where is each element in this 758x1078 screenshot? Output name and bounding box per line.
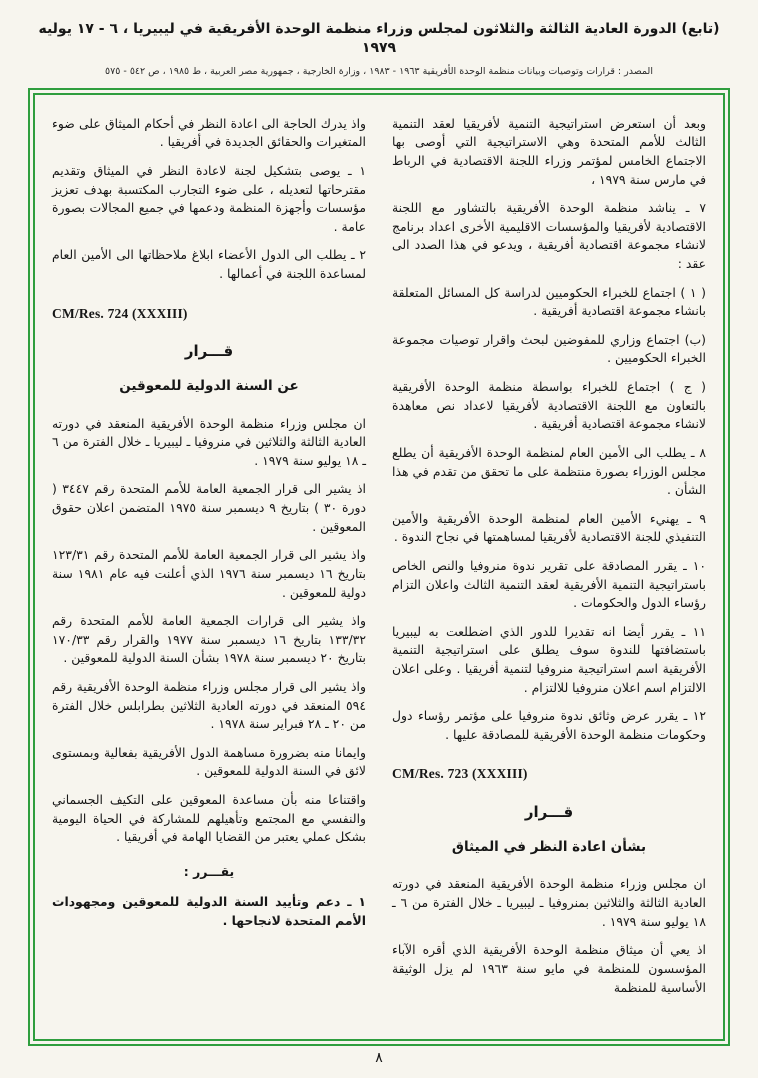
paragraph: وايمانا منه بضرورة مساهمة الدول الأفريقية بفعالية وبمستوى لائق في السنة الدولية للمعوقين . (52, 744, 366, 779)
paragraph: واذ يشير الى قرار مجلس وزراء منظمة الوحدة الأفريقية رقم ٥٩٤ المنعقد في دورته العادية الثلاثين بطرابلس خلال الفترة من ٢٠ ـ ٢٨ فبراير سنة ١٩٧٨ . (52, 678, 366, 732)
column-left (52, 115, 366, 1031)
paragraph: واذ يشير الى قرار الجمعية العامة للأمم المتحدة رقم ١٢٣/٣١ بتاريخ ١٦ ديسمبر سنة ١٩٧٦ الذي أعلنت فيه عام ١٩٨١ سنة دولية للمعوقين . (52, 547, 366, 600)
paragraph: واقتناعا منه بأن مساعدة المعوقين على التكيف الجسماني والنفسي مع المجتمع وتأهيلهم للمشاركة في الحياة اليومية بشكل عملي يعتبر من القضايا الهامة في أفريقيا . (52, 792, 366, 845)
paragraph: ٨ ـ يطلب الى الأمين العام لمنظمة الوحدة الأفريقية أن يطلع مجلس الوزراء بصورة منتظمة على ما تحقق من تقدم في هذا الشأن . (392, 444, 706, 498)
resolution-subtitle: بشأن اعادة النظر في الميثاق (451, 839, 647, 856)
paragraph: ان مجلس وزراء منظمة الوحدة الأفريقية المنعقد في دورته العادية الثالثة والثلاثين بمنروفيا ـ ليبيريا ـ خلال الفترة من ٦ ـ ١٨ يوليو سنة ١٩٧٩ . (392, 876, 706, 929)
paragraph: ٢ ـ يطلب الى الدول الأعضاء ابلاغ ملاحظاتها الى الأمين العام لمساعدة اللجنة في أعمالها . (52, 247, 366, 282)
resolution-code: CM/Res. 724 (XXXIII) (52, 305, 188, 321)
green-frame-inner (33, 93, 725, 1041)
green-frame-outer (28, 88, 730, 1046)
paragraph: اذ يشير الى قرار الجمعية العامة للأمم المتحدة رقم ٣٤٤٧ ( دورة ٣٠ ) بتاريخ ٩ ديسمبر سنة ١٩٧٥ المتضمن اعلان حقوق المعوقين . (52, 481, 367, 534)
paragraph: ١٢ ـ يقرر عرض وثائق ندوة منروفيا على مؤتمر رؤساء دول وحكومات منظمة الوحدة الأفريقية للمصادقة عليها . (392, 708, 706, 742)
paragraph: ٩ ـ يهنيء الأمين العام لمنظمة الوحدة الأفريقية والأمين التنفيذي للجنة الاقتصادية لأفريقيا لمساهمتها في نجاح الندوة . (392, 510, 706, 545)
resolution-title: قـــرار (184, 341, 234, 360)
decree-heading: يقـــرر : (183, 863, 235, 879)
paragraph: واذ يشير الى قرارات الجمعية العامة للأمم المتحدة رقم ١٣٣/٣٢ بتاريخ ١٦ ديسمبر سنة ١٩٧٧ والقرار رقم ١٧٠/٣٣ بتاريخ ٢٠ ديسمبر سنة ١٩٧٨ بشأن السنة الدولية للمعوقين . (52, 613, 366, 666)
paragraph: ١١ ـ يقرر أيضا انه تقديرا للدور الذي اضطلعت به ليبيريا باستضافتها للندوة سوف يطلق على استراتيجية التنمية الأفريقية اسم استراتيجية منروفيا لتنمية أفريقيا . وعلى اعلان الالتزام اسم اعلان منروفيا للالتزام . (392, 623, 706, 695)
paragraph: ان مجلس وزراء منظمة الوحدة الأفريقية المنعقد في دورته العادية الثالثة والثلاثين في منروفيا ـ ليبيريا ـ خلال الفترة من ٦ ـ ١٨ يوليو سنة ١٩٧٩ . (52, 415, 366, 468)
paragraph: ( ج ) اجتماع للخبراء بواسطة منظمة الوحدة الأفريقية بالتعاون مع اللجنة الاقتصادية لأفريقيا لاعداد نص معاهدة لانشاء مجموعة اقتصادية أفريقية . (392, 379, 706, 432)
paragraph: وبعد أن استعرض استراتيجية التنمية لأفريقيا لعقد التنمية الثالث للأمم المتحدة وهي الاستراتيجية التي أوصى بها الاجتماع الخامس لمؤتمر وزراء اللجنة الاقتصادية في الرباط في مارس سنة ١٩٧٩ ، (392, 115, 706, 187)
column-right (392, 115, 706, 1031)
paragraph: ١ ـ يوصى بتشكيل لجنة لاعادة النظر في الميثاق وتقديم مقترحاتها لتعديله ، على ضوء التجارب المكتسبة بهدف تعزيز مؤسسات وأجهزة المنظمة ودعمها في جميع المجالات بصورة عامة . (52, 163, 366, 234)
page-number: ٨ (375, 1050, 383, 1066)
paragraph: واذ يدرك الحاجة الى اعادة النظر في أحكام الميثاق على ضوء المتغيرات والحقائق الجديدة في أفريقيا . (52, 115, 366, 150)
paragraph: ٧ ـ يناشد منظمة الوحدة الأفريقية بالتشاور مع اللجنة الاقتصادية لأفريقيا والمؤسسات الاقليمية الأخرى اعداد برنامج لانشاء مجموعة اقتصادية أفريقية ، ويدعو في هذا الصدد الى عقد : (392, 200, 706, 272)
resolution-subtitle: عن السنة الدولية للمعوقين (119, 378, 299, 395)
page-header (28, 20, 730, 77)
header-source-line: المصدر : قرارات وتوصيات وبيانات منظمة الوحدة الأفريقية ١٩٦٣ - ١٩٨٣ ، وزارة الخارجية ، جمهورية مصر العربية ، ط ١٩٨٥ ، ص ٥٤٢ - ٥٧٥ (105, 65, 653, 77)
resolution-code: CM/Res. 723 (XXXIII) (392, 766, 528, 782)
two-column-layout (52, 115, 706, 1031)
paragraph: اذ يعي أن ميثاق منظمة الوحدة الأفريقية الذي أقره الآباء المؤسسون للمنظمة في مايو سنة ١٩٦٣ لم يزل الوثيقة الأساسية للمنظمة (392, 942, 706, 995)
paragraph: ١٠ ـ يقرر المصادقة على تقرير ندوة منروفيا والنص الخاص باستراتيجية التنمية الأفريقية لعقد التنمية الثالث واعلان التزام رؤساء الدول والحكومات . (392, 557, 706, 611)
paragraph: ١ ـ دعم وتأييد السنة الدولية للمعوقين ومجهودات الأمم المتحدة لانجاحها . (52, 894, 366, 929)
paragraph: (ب) اجتماع وزاري للمفوضين لبحث واقرار توصيات مجموعة الخبراء الحكوميين . (392, 331, 706, 366)
paragraph: ( ١ ) اجتماع للخبراء الحكوميين لدراسة كل المسائل المتعلقة بانشاء مجموعة اقتصادية أفريقية . (392, 284, 706, 319)
resolution-title: قـــرار (524, 802, 574, 821)
header-title: (تابع) الدورة العادية الثالثة والثلاثون لمجلس وزراء منظمة الوحدة الأفريقية في ليبيريا ، ٦ - ١٧ يوليه ١٩٧٩ (38, 21, 720, 56)
